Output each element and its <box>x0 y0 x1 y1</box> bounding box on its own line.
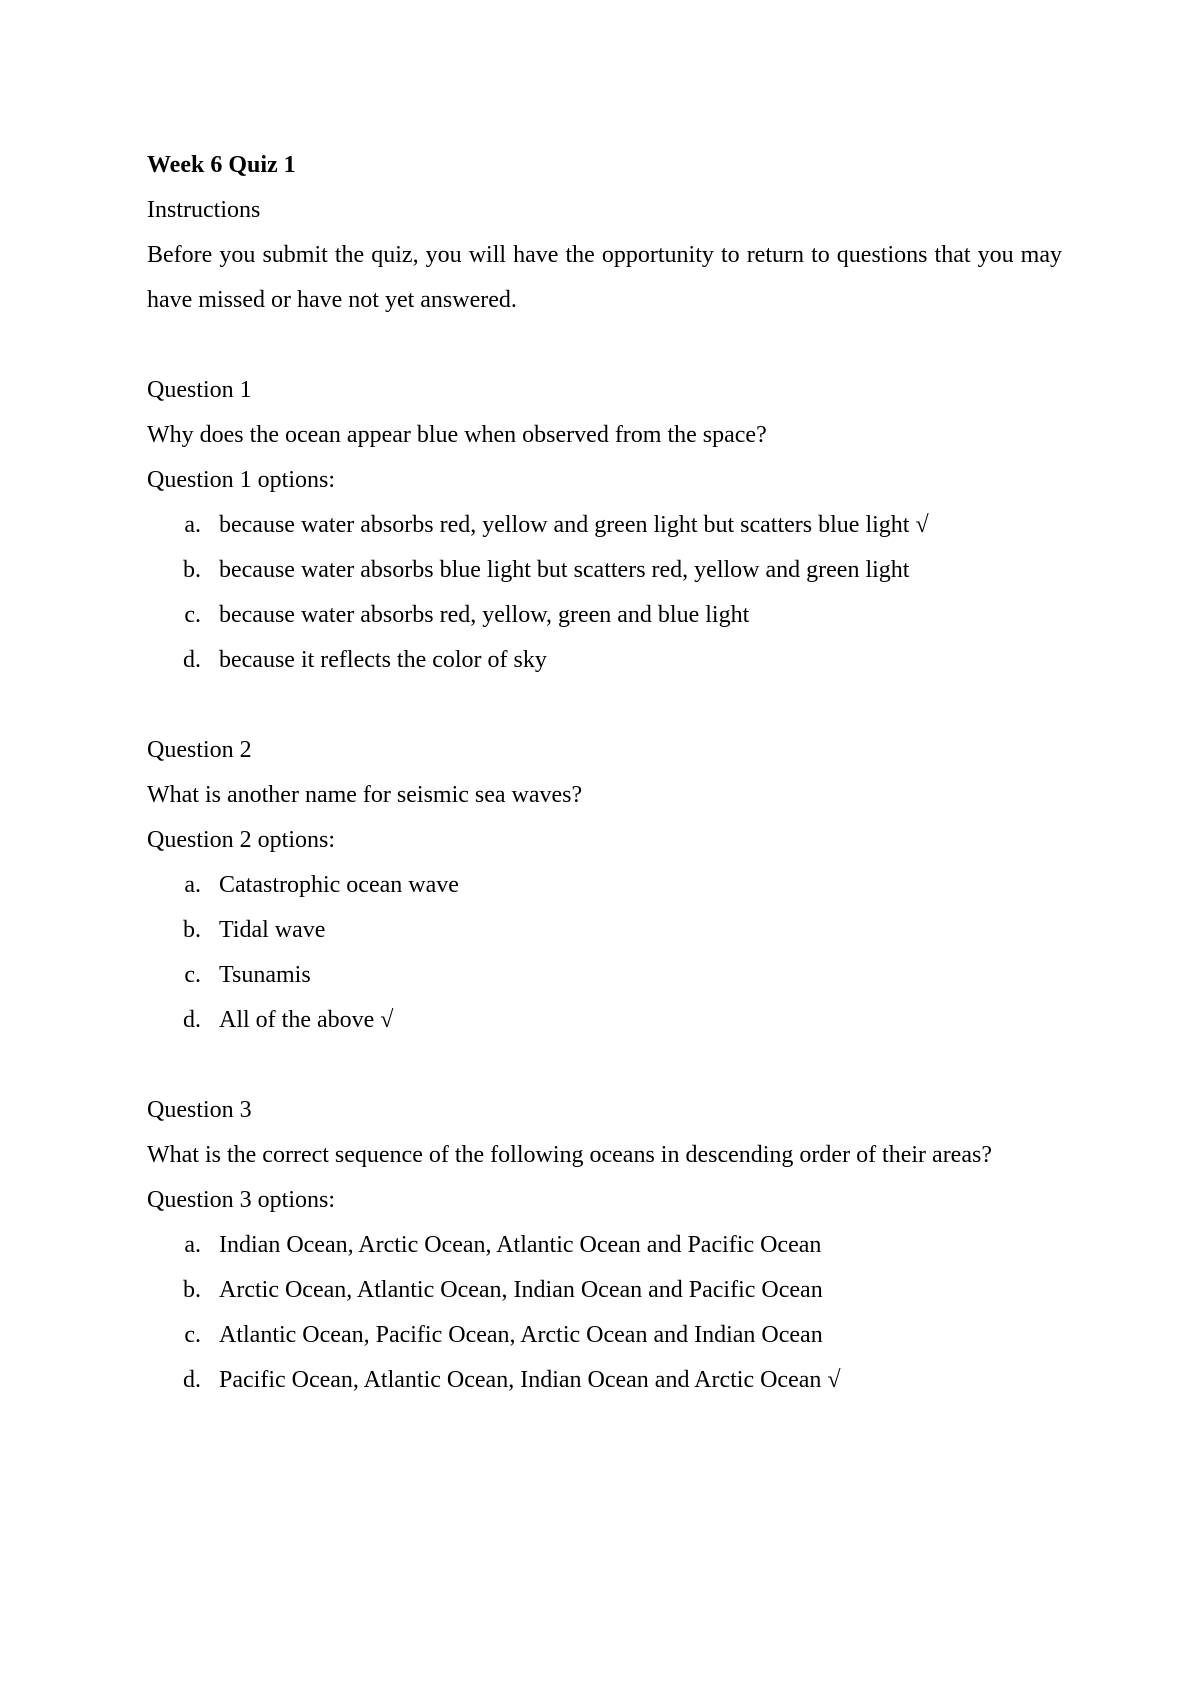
option-d[interactable] <box>147 638 1062 683</box>
option-d[interactable] <box>147 998 1062 1043</box>
option-c[interactable] <box>147 593 1062 638</box>
option-text: because water absorbs blue light but scatters red, yellow and green light <box>219 557 910 583</box>
option-c[interactable] <box>147 953 1062 998</box>
checkmark-icon: √ <box>915 512 929 538</box>
spacer <box>147 1043 1062 1088</box>
checkmark-icon: √ <box>380 1007 394 1033</box>
option-letter: a. <box>184 1232 201 1258</box>
instructions-text: Before you submit the quiz, you will have the opportunity to return to questions that you may have missed or have not yet answered. <box>147 242 1062 313</box>
option-c[interactable] <box>147 1313 1062 1358</box>
option-text: because water absorbs red, yellow, green and blue light <box>219 602 750 628</box>
option-text: Tidal wave <box>219 917 326 943</box>
question-text: What is the correct sequence of the following oceans in descending order of their areas? <box>147 1142 992 1168</box>
option-a[interactable] <box>147 503 1062 548</box>
option-letter: d. <box>183 1007 201 1033</box>
option-text: Tsunamis <box>219 962 311 988</box>
option-letter: d. <box>183 1367 201 1393</box>
option-letter: c. <box>184 1322 201 1348</box>
question-text: Why does the ocean appear blue when observed from the space? <box>147 422 767 448</box>
option-letter: c. <box>184 962 201 988</box>
option-letter: d. <box>183 647 201 673</box>
question-2 <box>147 728 1062 1043</box>
option-b[interactable] <box>147 1268 1062 1313</box>
option-letter: b. <box>183 1277 201 1303</box>
spacer <box>147 683 1062 728</box>
options-list <box>147 1223 1062 1403</box>
question-text: What is another name for seismic sea waves? <box>147 782 583 808</box>
question-3 <box>147 1088 1062 1403</box>
option-text: All of the above <box>219 1007 375 1033</box>
options-label: Question 2 options: <box>147 827 336 853</box>
option-letter: c. <box>184 602 201 628</box>
option-letter: a. <box>184 872 201 898</box>
options-label: Question 1 options: <box>147 467 336 493</box>
option-b[interactable] <box>147 908 1062 953</box>
option-text: Pacific Ocean, Atlantic Ocean, Indian Ocean and Arctic Ocean <box>219 1367 822 1393</box>
quiz-document <box>147 143 1062 1403</box>
option-letter: b. <box>183 557 201 583</box>
option-a[interactable] <box>147 1223 1062 1268</box>
checkmark-icon: √ <box>827 1367 841 1393</box>
option-text: because it reflects the color of sky <box>219 647 547 673</box>
option-text: because water absorbs red, yellow and green light but scatters blue light <box>219 512 910 538</box>
quiz-title: Week 6 Quiz 1 <box>147 152 296 178</box>
question-label: Question 2 <box>147 737 252 763</box>
option-text: Indian Ocean, Arctic Ocean, Atlantic Ocean and Pacific Ocean <box>219 1232 822 1258</box>
options-list <box>147 863 1062 1043</box>
option-text: Arctic Ocean, Atlantic Ocean, Indian Ocean and Pacific Ocean <box>219 1277 823 1303</box>
question-label: Question 1 <box>147 377 252 403</box>
option-d[interactable] <box>147 1358 1062 1403</box>
question-label: Question 3 <box>147 1097 252 1123</box>
option-letter: a. <box>184 512 201 538</box>
options-list <box>147 503 1062 683</box>
option-a[interactable] <box>147 863 1062 908</box>
option-text: Catastrophic ocean wave <box>219 872 459 898</box>
option-b[interactable] <box>147 548 1062 593</box>
options-label: Question 3 options: <box>147 1187 336 1213</box>
question-1 <box>147 368 1062 683</box>
spacer <box>147 323 1062 368</box>
option-letter: b. <box>183 917 201 943</box>
option-text: Atlantic Ocean, Pacific Ocean, Arctic Ocean and Indian Ocean <box>219 1322 823 1348</box>
instructions-heading: Instructions <box>147 197 261 223</box>
